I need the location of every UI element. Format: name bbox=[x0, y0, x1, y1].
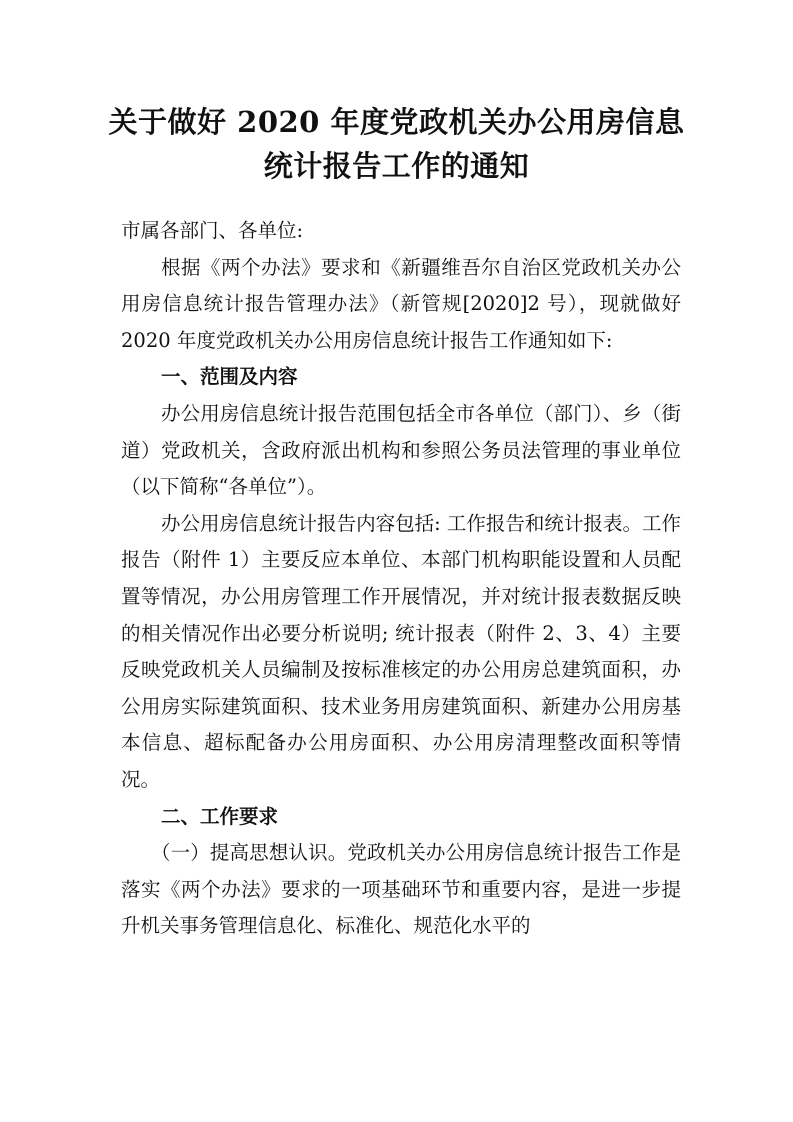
section-1-paragraph-1: 办公用房信息统计报告范围包括全市各单位（部门）、乡（街道）党政机关，含政府派出机构和参照公务员法管理的事业单位（以下简称“各单位”）。 bbox=[121, 401, 681, 499]
intro-paragraph: 根据《两个办法》要求和《新疆维吾尔自治区党政机关办公用房信息统计报告管理办法》（新管规[2020]2 号），现就做好 2020 年度党政机关办公用房信息统计报告工作通知如下: bbox=[121, 255, 681, 352]
section-1-paragraph-2: 办公用房信息统计报告内容包括: 工作报告和统计报表。工作报告（附件 1）主要反应本单位、本部门机构职能设置和人员配置等情况，办公用房管理工作开展情况，并对统计报表数据反映的相关情况作出必要分析说明; 统计报表（附件 2、3、4）主要反映党政机关人员编制及按标准核定的办公用房总建筑面积，办公用房实际建筑面积、技术业务用房建筑面积、新建办公用房基本信息、超标配备办公用房面积、办公用房清理整改面积等情况。 bbox=[121, 511, 681, 791]
section-2-paragraph-1: （一）提高思想认识。党政机关办公用房信息统计报告工作是落实《两个办法》要求的一项基础环节和重要内容，是进一步提升机关事务管理信息化、标准化、规范化水平的 bbox=[121, 841, 681, 938]
section-1-heading: 一、范围及内容 bbox=[161, 365, 298, 389]
document-body bbox=[121, 213, 681, 945]
document-title-line-1: 关于做好 2020 年度党政机关办公用房信息 bbox=[108, 105, 685, 139]
document-title-line-2: 统计报告工作的通知 bbox=[263, 149, 530, 183]
section-2-heading: 二、工作要求 bbox=[161, 804, 279, 828]
salutation: 市属各部门、各单位: bbox=[121, 219, 304, 242]
